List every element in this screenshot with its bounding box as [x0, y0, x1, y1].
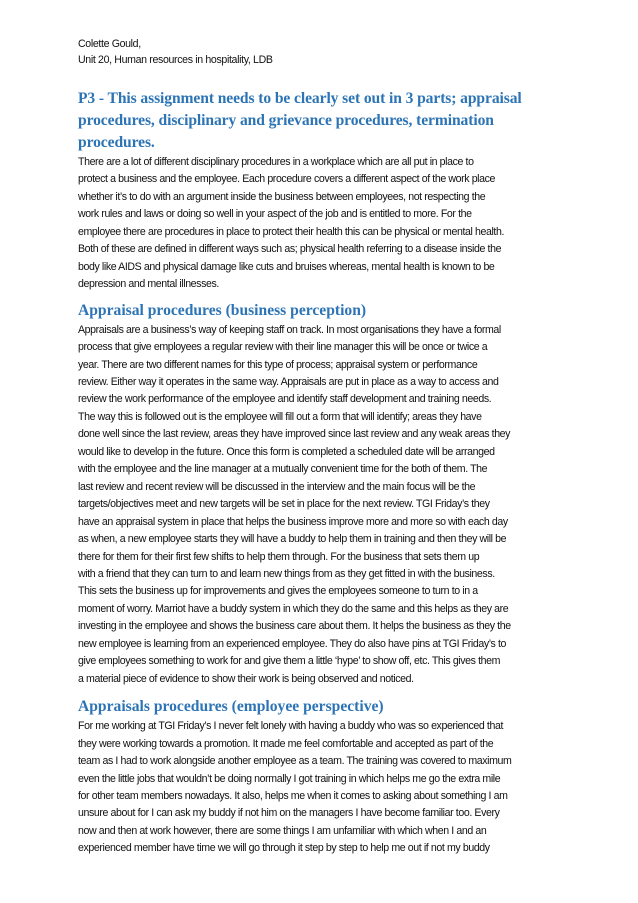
section1-heading: Appraisal procedures (business perception) [78, 301, 367, 319]
paragraph-line: for other team members nowadays. It also, helps me when it comes to asking about something I am [78, 789, 508, 802]
paragraph-line: review the work performance of the employee and identify staff development and training needs. [78, 393, 492, 406]
paragraph-line: done well since the last review, areas they have improved since last review and any weak areas they [78, 428, 511, 441]
paragraph-line: This sets the business up for improvements and gives the employees someone to turn to in a [78, 585, 478, 598]
course-line: Unit 20, Human resources in hospitality, LDB [78, 54, 273, 66]
section2-heading: Appraisals procedures (employee perspective) [78, 698, 384, 716]
author-line: Colette Gould, [78, 38, 141, 50]
paragraph-line: work rules and laws or doing so well in your aspect of the job and is entitled to more. For the [78, 208, 472, 221]
paragraph-line: targets/objectives meet and new targets will be set in place for the next review. TGI Friday’s they [78, 498, 490, 511]
paragraph-line: There are a lot of different disciplinary procedures in a workplace which are all put in place to [78, 156, 474, 168]
paragraph-line: a material piece of evidence to show their work is being observed and noticed. [78, 672, 414, 685]
section1-paragraph [78, 322, 568, 689]
paragraph-line: unsure about for I can ask my buddy if not him on the managers I have become familiar too. Every [78, 807, 500, 820]
paragraph-line: employee there are procedures in place to protect their health this can be physical or mental health. [78, 225, 504, 238]
paragraph-line: For me working at TGI Friday’s I never felt lonely with having a buddy who was so experienced that [78, 720, 503, 733]
paragraph-line: as when, a new employee starts they will have a buddy to help them in training and then they will be [78, 533, 507, 546]
paragraph-line: there for them for their first few shifts to help them through. For the business that sets them up [78, 550, 480, 563]
title-line: procedures. [78, 134, 155, 151]
paragraph-line: whether it’s to do with an argument inside the business between employees, not respecting the [78, 190, 486, 203]
title-line: P3 - This assignment needs to be clearly set out in 3 parts; appraisal [78, 90, 522, 107]
paragraph-line: would like to develop in the future. Once this form is completed a scheduled date will be arranged [78, 445, 495, 458]
paragraph-line: moment of worry. Marriot have a buddy system in which they do the same and this helps as they are [78, 602, 509, 615]
paragraph-line: experienced member have time we will go through it step by step to help me out if not my buddy [78, 842, 490, 855]
paragraph-line: year. There are two different names for this type of process; appraisal system or performance [78, 358, 478, 371]
paragraph-line: depression and mental illnesses. [78, 278, 219, 291]
paragraph-line: Appraisals are a business’s way of keeping staff on track. In most organisations they have a formal [78, 323, 501, 336]
title-line: procedures, disciplinary and grievance procedures, termination [78, 112, 494, 129]
paragraph-line: last review and recent review will be discussed in the interview and the main focus will be the [78, 480, 476, 493]
section2-paragraph [78, 718, 568, 858]
paragraph-line: The way this is followed out is the employee will fill out a form that will identify; areas they have [78, 410, 482, 423]
paragraph-line: review. Either way it operates in the same way. Appraisals are put in place as a way to access and [78, 375, 499, 388]
assignment-title [78, 88, 568, 154]
paragraph-line: investing in the employee and shows the business care about them. It helps the business as they the [78, 620, 511, 633]
paragraph-line: now and then at work however, there are some things I am unfamiliar with which when I and an [78, 824, 487, 837]
paragraph-line: team as I had to work alongside another employee as a team. The training was covered to maximum [78, 755, 512, 768]
paragraph-line: protect a business and the employee. Each procedure covers a different aspect of the work place [78, 173, 496, 186]
paragraph-line: Both of these are defined in different ways such as; physical health referring to a disease inside the [78, 243, 502, 256]
paragraph-line: have an appraisal system in place that helps the business improve more and more so with each day [78, 515, 508, 528]
paragraph-line: give employees something to work for and give them a little ‘hype’ to show off, etc. This gives them [78, 655, 501, 668]
paragraph-line: with the employee and the line manager at a mutually convenient time for the both of them. The [78, 463, 488, 476]
paragraph-line: even the little jobs that wouldn’t be doing normally I got training in which helps me go the extra mile [78, 772, 501, 785]
paragraph-line: with a friend that they can turn to and learn new things from as they get fitted in with the business. [78, 567, 495, 580]
document-page [78, 36, 568, 858]
intro-paragraph [78, 154, 568, 294]
paragraph-line: process that give employees a regular review with their line manager this will be once or twice a [78, 341, 488, 354]
paragraph-line: new employee is learning from an experienced employee. They do also have pins at TGI Friday’s to [78, 637, 506, 650]
paragraph-line: body like AIDS and physical damage like cuts and bruises whereas, mental health is known to be [78, 260, 495, 273]
paragraph-line: they were working towards a promotion. It made me feel comfortable and accepted as part of the [78, 737, 494, 750]
